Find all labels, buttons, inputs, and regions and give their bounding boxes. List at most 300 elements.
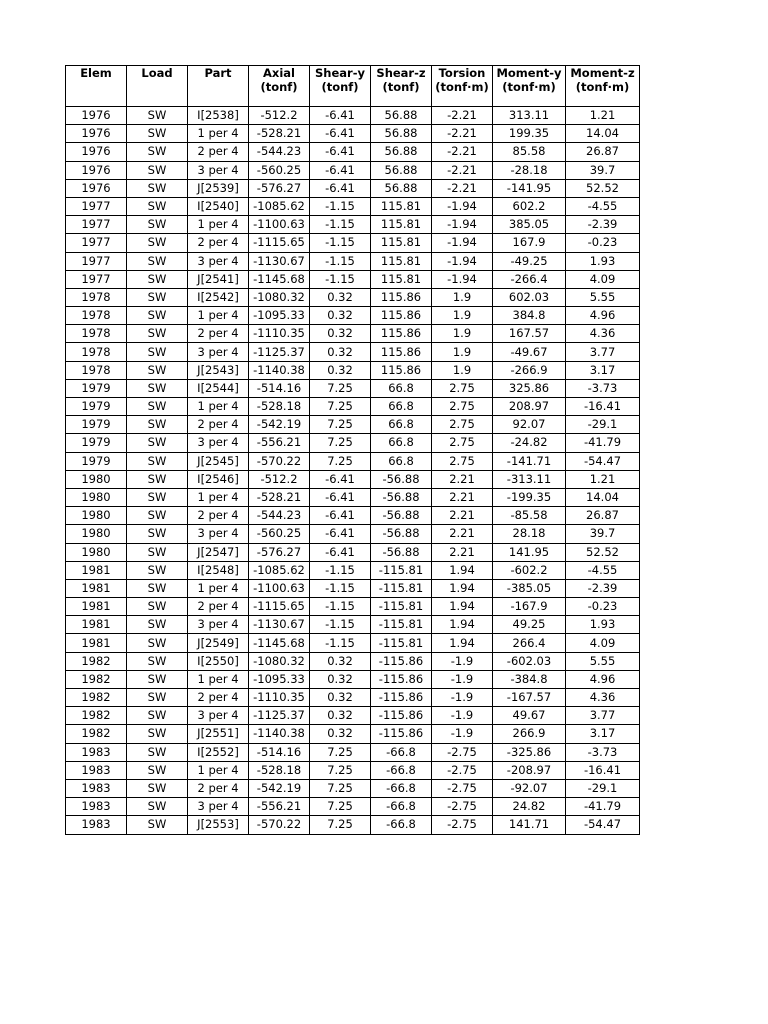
table-cell: 1977 [66, 270, 127, 288]
table-cell: -1110.35 [249, 325, 310, 343]
table-cell: -54.47 [566, 816, 640, 834]
column-header [188, 66, 249, 107]
table-cell: 199.35 [493, 125, 566, 143]
table-cell: 1.21 [566, 107, 640, 125]
table-cell: -115.81 [371, 579, 432, 597]
table-cell: -1095.33 [249, 307, 310, 325]
table-cell: -542.19 [249, 779, 310, 797]
table-row [66, 561, 640, 579]
column-header-label: Torsion [438, 66, 486, 80]
table-cell: 1980 [66, 525, 127, 543]
table-cell: -6.41 [310, 488, 371, 506]
table-cell: 1978 [66, 325, 127, 343]
table-cell: -570.22 [249, 816, 310, 834]
table-row [66, 579, 640, 597]
table-row [66, 670, 640, 688]
table-cell: 1980 [66, 470, 127, 488]
table-cell: 5.55 [566, 288, 640, 306]
table-cell: SW [127, 652, 188, 670]
table-cell: SW [127, 561, 188, 579]
table-cell: 1982 [66, 652, 127, 670]
table-cell: -66.8 [371, 798, 432, 816]
table-cell: 1983 [66, 743, 127, 761]
table-cell: 1977 [66, 216, 127, 234]
table-cell: 3 per 4 [188, 343, 249, 361]
table-cell: SW [127, 361, 188, 379]
table-cell: 92.07 [493, 416, 566, 434]
table-cell: SW [127, 779, 188, 797]
table-cell: SW [127, 197, 188, 215]
table-cell: J[2543] [188, 361, 249, 379]
table-cell: 26.87 [566, 507, 640, 525]
table-cell: 2.75 [432, 452, 493, 470]
table-cell: -528.21 [249, 125, 310, 143]
table-cell: J[2553] [188, 816, 249, 834]
table-cell: I[2540] [188, 197, 249, 215]
table-cell: 208.97 [493, 398, 566, 416]
table-row [66, 507, 640, 525]
table-cell: -115.86 [371, 707, 432, 725]
table-cell: 66.8 [371, 416, 432, 434]
table-cell: 1976 [66, 107, 127, 125]
table-cell: SW [127, 634, 188, 652]
table-cell: 115.81 [371, 197, 432, 215]
table-cell: 56.88 [371, 107, 432, 125]
table-cell: 3 per 4 [188, 616, 249, 634]
table-cell: 3.77 [566, 343, 640, 361]
table-cell: -115.81 [371, 634, 432, 652]
table-cell: 4.36 [566, 689, 640, 707]
table-row [66, 216, 640, 234]
table-cell: 49.25 [493, 616, 566, 634]
table-cell: -6.41 [310, 125, 371, 143]
column-header [371, 66, 432, 107]
table-cell: 1 per 4 [188, 125, 249, 143]
table-cell: -560.25 [249, 161, 310, 179]
table-cell: 266.9 [493, 725, 566, 743]
table-row [66, 325, 640, 343]
table-cell: -266.4 [493, 270, 566, 288]
table-cell: -49.25 [493, 252, 566, 270]
table-cell: 1.21 [566, 470, 640, 488]
table-cell: 1983 [66, 816, 127, 834]
table-cell: 1.94 [432, 598, 493, 616]
table-cell: 1979 [66, 398, 127, 416]
table-cell: I[2548] [188, 561, 249, 579]
table-header [66, 66, 640, 107]
table-cell: -1115.65 [249, 234, 310, 252]
table-row [66, 743, 640, 761]
table-cell: 56.88 [371, 143, 432, 161]
table-cell: -54.47 [566, 452, 640, 470]
table-cell: 2.75 [432, 398, 493, 416]
column-header [432, 66, 493, 107]
table-cell: -2.21 [432, 143, 493, 161]
table-cell: 1982 [66, 689, 127, 707]
table-cell: -528.21 [249, 488, 310, 506]
table-cell: -66.8 [371, 743, 432, 761]
table-cell: -1.9 [432, 670, 493, 688]
table-cell: SW [127, 798, 188, 816]
table-cell: SW [127, 216, 188, 234]
column-header-label: Elem [80, 66, 112, 80]
table-cell: 52.52 [566, 543, 640, 561]
table-cell: 2.21 [432, 488, 493, 506]
table-cell: 3 per 4 [188, 798, 249, 816]
table-row [66, 107, 640, 125]
table-cell: -1.94 [432, 197, 493, 215]
column-header-unit: (tonf·m) [502, 80, 556, 94]
table-cell: -560.25 [249, 525, 310, 543]
table-cell: -41.79 [566, 798, 640, 816]
table-cell: -56.88 [371, 525, 432, 543]
table-cell: SW [127, 452, 188, 470]
table-cell: -1130.67 [249, 616, 310, 634]
table-cell: -115.86 [371, 725, 432, 743]
table-cell: -514.16 [249, 379, 310, 397]
table-cell: 141.95 [493, 543, 566, 561]
table-cell: -4.55 [566, 197, 640, 215]
table-row [66, 434, 640, 452]
column-header-unit: (tonf) [321, 80, 359, 94]
table-cell: -570.22 [249, 452, 310, 470]
table-cell: 3 per 4 [188, 161, 249, 179]
table-cell: -2.75 [432, 779, 493, 797]
table-cell: J[2551] [188, 725, 249, 743]
table-cell: 2.21 [432, 525, 493, 543]
table-cell: 0.32 [310, 361, 371, 379]
table-cell: -0.23 [566, 234, 640, 252]
table-cell: SW [127, 398, 188, 416]
table-cell: 0.32 [310, 307, 371, 325]
table-cell: -1.94 [432, 234, 493, 252]
column-header [493, 66, 566, 107]
table-cell: -167.57 [493, 689, 566, 707]
table-cell: I[2550] [188, 652, 249, 670]
table-cell: 1 per 4 [188, 307, 249, 325]
table-row [66, 779, 640, 797]
column-header [66, 66, 127, 107]
table-cell: -602.03 [493, 652, 566, 670]
table-cell: SW [127, 507, 188, 525]
table-cell: -66.8 [371, 816, 432, 834]
table-cell: 7.25 [310, 398, 371, 416]
table-cell: 1.94 [432, 616, 493, 634]
table-cell: -6.41 [310, 470, 371, 488]
table-cell: -2.21 [432, 179, 493, 197]
table-cell: -3.73 [566, 743, 640, 761]
table-cell: -1130.67 [249, 252, 310, 270]
table-cell: 1977 [66, 234, 127, 252]
table-cell: -2.21 [432, 125, 493, 143]
column-header [249, 66, 310, 107]
table-cell: I[2546] [188, 470, 249, 488]
table-cell: 56.88 [371, 161, 432, 179]
table-cell: 4.96 [566, 307, 640, 325]
table-row [66, 761, 640, 779]
table-cell: 1983 [66, 798, 127, 816]
table-cell: -167.9 [493, 598, 566, 616]
table-cell: 2.21 [432, 507, 493, 525]
table-cell: 3 per 4 [188, 707, 249, 725]
table-cell: -2.75 [432, 816, 493, 834]
table-row [66, 616, 640, 634]
table-cell: 115.81 [371, 252, 432, 270]
table-cell: 3 per 4 [188, 525, 249, 543]
table-cell: 49.67 [493, 707, 566, 725]
table-cell: 115.81 [371, 234, 432, 252]
table-cell: 1976 [66, 161, 127, 179]
table-cell: SW [127, 307, 188, 325]
table-cell: -16.41 [566, 761, 640, 779]
table-row [66, 398, 640, 416]
table-cell: -56.88 [371, 507, 432, 525]
table-cell: SW [127, 707, 188, 725]
table-cell: 5.55 [566, 652, 640, 670]
table-cell: 7.25 [310, 452, 371, 470]
table-cell: 1979 [66, 379, 127, 397]
table-cell: -6.41 [310, 161, 371, 179]
table-cell: -1.9 [432, 725, 493, 743]
table-cell: J[2549] [188, 634, 249, 652]
table-cell: -1.15 [310, 270, 371, 288]
table-cell: 1.9 [432, 325, 493, 343]
table-cell: 1977 [66, 252, 127, 270]
table-cell: -0.23 [566, 598, 640, 616]
table-cell: 1979 [66, 434, 127, 452]
table-row [66, 197, 640, 215]
table-cell: -49.67 [493, 343, 566, 361]
table-cell: 7.25 [310, 761, 371, 779]
table-cell: 39.7 [566, 525, 640, 543]
table-cell: -115.86 [371, 670, 432, 688]
table-cell: 1980 [66, 543, 127, 561]
table-cell: 141.71 [493, 816, 566, 834]
table-row [66, 525, 640, 543]
table-cell: -1145.68 [249, 270, 310, 288]
table-row [66, 361, 640, 379]
table-cell: -266.9 [493, 361, 566, 379]
table-cell: 0.32 [310, 707, 371, 725]
table-cell: 1976 [66, 125, 127, 143]
table-cell: 1.9 [432, 361, 493, 379]
table-body [66, 107, 640, 835]
table-cell: -544.23 [249, 143, 310, 161]
table-cell: -1.15 [310, 216, 371, 234]
table-row [66, 343, 640, 361]
table-cell: 0.32 [310, 725, 371, 743]
table-cell: 0.32 [310, 689, 371, 707]
table-cell: 1.93 [566, 252, 640, 270]
table-cell: 1978 [66, 343, 127, 361]
table-cell: 2.75 [432, 379, 493, 397]
table-cell: -92.07 [493, 779, 566, 797]
table-cell: 1982 [66, 725, 127, 743]
table-cell: -3.73 [566, 379, 640, 397]
table-cell: 115.86 [371, 325, 432, 343]
table-cell: -4.55 [566, 561, 640, 579]
table-row [66, 416, 640, 434]
table-cell: SW [127, 107, 188, 125]
table-cell: 1981 [66, 634, 127, 652]
table-row [66, 652, 640, 670]
table-cell: SW [127, 270, 188, 288]
table-cell: 1977 [66, 197, 127, 215]
table-row [66, 634, 640, 652]
table-cell: 0.32 [310, 670, 371, 688]
table-cell: 7.25 [310, 434, 371, 452]
table-cell: -2.39 [566, 579, 640, 597]
column-header-label: Shear-z [376, 66, 426, 80]
table-row [66, 816, 640, 834]
table-cell: J[2541] [188, 270, 249, 288]
table-cell: -85.58 [493, 507, 566, 525]
table-cell: -602.2 [493, 561, 566, 579]
table-cell: -6.41 [310, 107, 371, 125]
table-cell: 1976 [66, 143, 127, 161]
table-cell: 4.09 [566, 270, 640, 288]
table-cell: 1979 [66, 416, 127, 434]
table-cell: 1982 [66, 670, 127, 688]
table-cell: SW [127, 379, 188, 397]
table-cell: 167.57 [493, 325, 566, 343]
table-cell: 1 per 4 [188, 761, 249, 779]
table-cell: -199.35 [493, 488, 566, 506]
table-cell: -66.8 [371, 761, 432, 779]
table-cell: 26.87 [566, 143, 640, 161]
column-header [310, 66, 371, 107]
table-cell: 1980 [66, 507, 127, 525]
table-cell: 2 per 4 [188, 234, 249, 252]
table-cell: 2 per 4 [188, 325, 249, 343]
column-header-label: Axial [263, 66, 295, 80]
table-row [66, 252, 640, 270]
table-cell: 325.86 [493, 379, 566, 397]
table-cell: SW [127, 525, 188, 543]
table-cell: -141.71 [493, 452, 566, 470]
table-cell: -115.81 [371, 561, 432, 579]
table-cell: -1.94 [432, 252, 493, 270]
table-cell: 0.32 [310, 325, 371, 343]
table-cell: SW [127, 179, 188, 197]
table-row [66, 125, 640, 143]
table-cell: SW [127, 761, 188, 779]
table-cell: -1.9 [432, 652, 493, 670]
table-cell: 1.94 [432, 634, 493, 652]
table-cell: -29.1 [566, 416, 640, 434]
table-cell: 7.25 [310, 779, 371, 797]
table-cell: SW [127, 725, 188, 743]
header-row [66, 66, 640, 107]
table-cell: 1981 [66, 616, 127, 634]
column-header-unit: (tonf) [382, 80, 420, 94]
table-cell: 4.96 [566, 670, 640, 688]
table-cell: -141.95 [493, 179, 566, 197]
column-header [127, 66, 188, 107]
table-cell: -115.86 [371, 652, 432, 670]
table-cell: SW [127, 543, 188, 561]
table-cell: -115.81 [371, 616, 432, 634]
table-cell: -6.41 [310, 525, 371, 543]
table-cell: -56.88 [371, 470, 432, 488]
table-cell: -1.94 [432, 216, 493, 234]
table-cell: -1140.38 [249, 361, 310, 379]
table-cell: 167.9 [493, 234, 566, 252]
table-cell: 66.8 [371, 434, 432, 452]
table-cell: 1978 [66, 288, 127, 306]
table-cell: -1.15 [310, 234, 371, 252]
column-header-label: Part [204, 66, 232, 80]
table-cell: 1979 [66, 452, 127, 470]
table-row [66, 161, 640, 179]
table-cell: 1980 [66, 488, 127, 506]
column-header-unit: (tonf) [260, 80, 298, 94]
table-cell: -1085.62 [249, 561, 310, 579]
table-cell: SW [127, 689, 188, 707]
table-cell: 1.93 [566, 616, 640, 634]
table-cell: -1.94 [432, 270, 493, 288]
table-cell: 2 per 4 [188, 598, 249, 616]
table-row [66, 234, 640, 252]
table-cell: -384.8 [493, 670, 566, 688]
table-cell: 602.2 [493, 197, 566, 215]
table-cell: 2 per 4 [188, 689, 249, 707]
table-cell: 2 per 4 [188, 416, 249, 434]
table-cell: 115.81 [371, 216, 432, 234]
table-cell: 2 per 4 [188, 779, 249, 797]
table-cell: 115.81 [371, 270, 432, 288]
table-cell: -1.15 [310, 561, 371, 579]
table-cell: 2 per 4 [188, 507, 249, 525]
table-cell: -1.15 [310, 616, 371, 634]
table-cell: 1981 [66, 561, 127, 579]
table-cell: 1.94 [432, 561, 493, 579]
table-row [66, 470, 640, 488]
table-cell: -29.1 [566, 779, 640, 797]
table-cell: SW [127, 343, 188, 361]
table-row [66, 288, 640, 306]
table-cell: -1.15 [310, 634, 371, 652]
table-cell: 313.11 [493, 107, 566, 125]
table-row [66, 143, 640, 161]
table-cell: 384.8 [493, 307, 566, 325]
table-cell: J[2547] [188, 543, 249, 561]
table-cell: -1145.68 [249, 634, 310, 652]
table-cell: 3 per 4 [188, 434, 249, 452]
table-cell: -66.8 [371, 779, 432, 797]
table-cell: 2.75 [432, 434, 493, 452]
table-cell: 385.05 [493, 216, 566, 234]
table-cell: 1983 [66, 761, 127, 779]
table-cell: 56.88 [371, 125, 432, 143]
table-cell: 1.9 [432, 307, 493, 325]
table-cell: 3.77 [566, 707, 640, 725]
table-cell: -16.41 [566, 398, 640, 416]
column-header-label: Shear-y [315, 66, 365, 80]
column-header-unit: (tonf·m) [435, 80, 489, 94]
table-cell: -512.2 [249, 107, 310, 125]
table-cell: -24.82 [493, 434, 566, 452]
table-cell: -2.21 [432, 161, 493, 179]
column-header-label: Moment-y [496, 66, 562, 80]
table-cell: SW [127, 325, 188, 343]
table-cell: 1978 [66, 361, 127, 379]
results-table [65, 65, 640, 835]
table-cell: SW [127, 488, 188, 506]
table-cell: SW [127, 616, 188, 634]
table-cell: -1.9 [432, 689, 493, 707]
table-cell: SW [127, 579, 188, 597]
